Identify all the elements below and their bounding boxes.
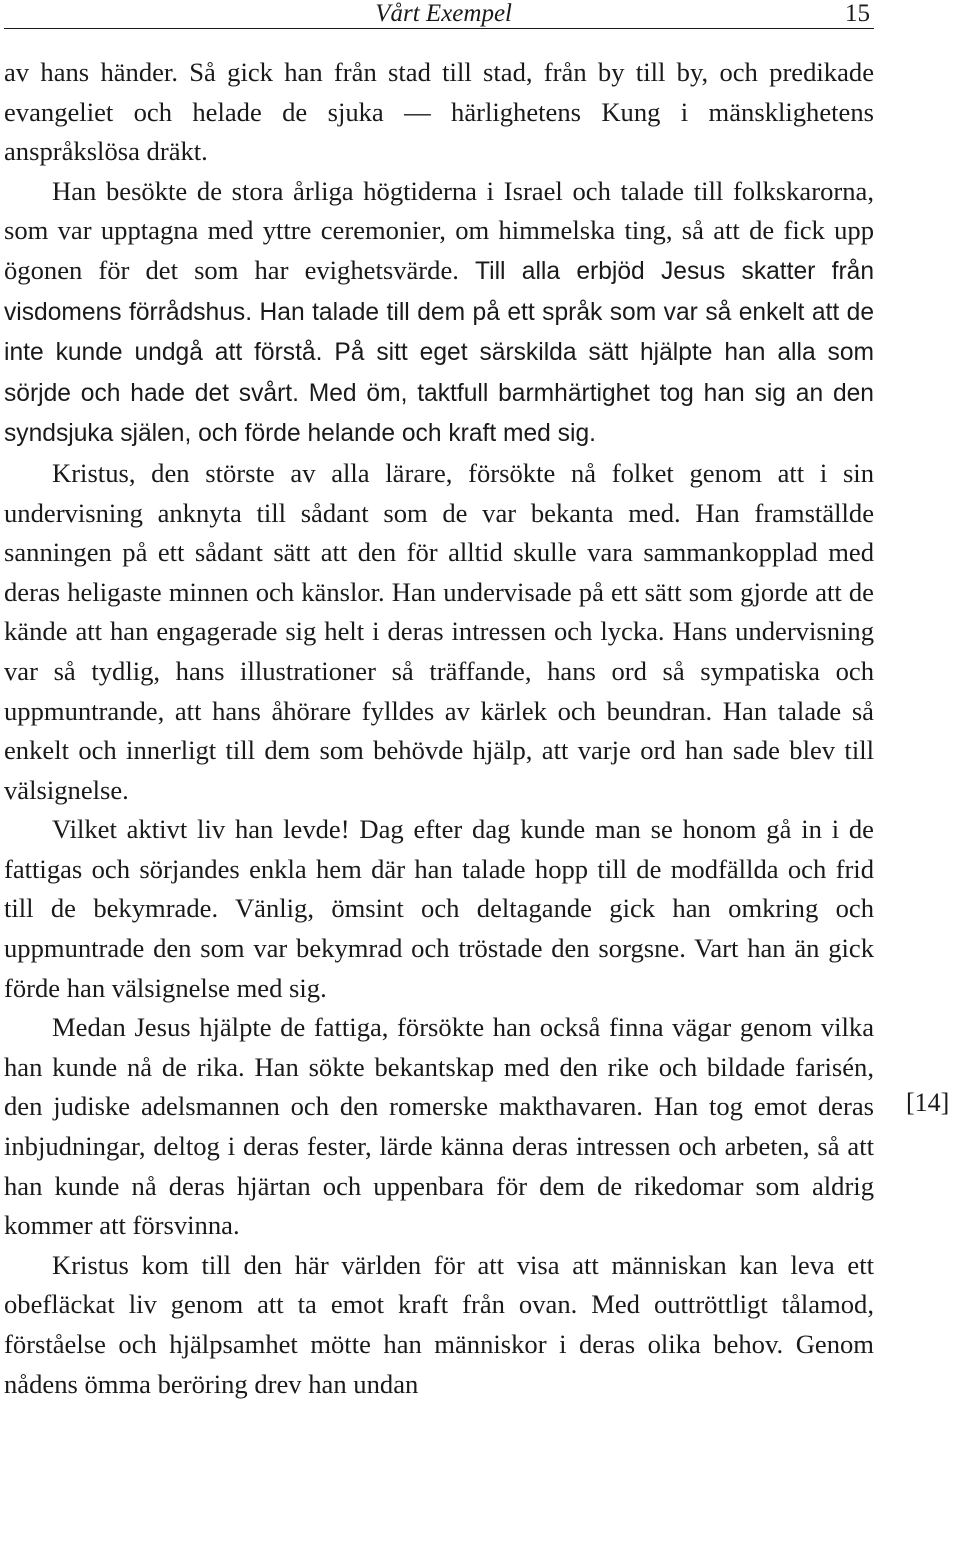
running-head — [4, 0, 874, 29]
text-run: av hans händer. Så gick han från stad till stad, från by till by, och predikade evangeliet och helade de sjuka — härlighetens Kung i mänsklighetens anspråkslösa dräkt. — [4, 57, 874, 167]
text-run-sans: Till alla erbjöd Jesus skatter från visdomens förrådshus. Han talade till dem på ett språk som var så enkelt att de inte kunde undgå att förstå. På sitt eget särskilda sätt hjälpte han alla som sörjde och hade det svårt. Med öm, taktfull barmhärtighet tog han sig an den syndsjuka själen, och förde helande och kraft med sig. — [4, 257, 874, 448]
paragraph-reaching-rich — [4, 1008, 874, 1246]
paragraph-greatest-teacher — [4, 454, 874, 810]
text-run: Vilket aktivt liv han levde! Dag efter dag kunde man se honom gå in i de fattigas och sörjandes enkla hem där han talade hopp till de modfällda och frid till de bekymrade. Vänlig, ömsint och deltagande gick han omkring och uppmuntrade den som var bekymrad och tröstade den sorgsne. Vart han än gick förde han välsignelse med sig. — [4, 814, 874, 1003]
body-text — [4, 53, 874, 1404]
paragraph-active-life — [4, 810, 874, 1008]
book-page — [4, 0, 874, 1404]
text-run: Medan Jesus hjälpte de fattiga, försökte han också finna vägar genom vilka han kunde nå de rika. Han sökte bekantskap med den rike och bildade farisén, den judiske adelsmannen och den romerske makthavaren. Han tog emot deras inbjudningar, deltog i deras fester, lärde känna deras intressen och arbeten, så att han kunde nå deras hjärtan och uppenbara för dem de rikedomar som aldrig kommer att försvinna. — [4, 1012, 874, 1241]
running-title: Vårt Exempel — [375, 0, 512, 27]
paragraph-continued — [4, 53, 874, 172]
margin-page-reference: [14] — [906, 1088, 950, 1117]
paragraph-spotless-life — [4, 1246, 874, 1404]
text-run: Kristus kom till den här världen för att visa att människan kan leva ett obefläckat liv genom att ta emot kraft från ovan. Med outtröttligt tålamod, förståelse och hjälpsamhet mötte han människor i deras olika behov. Genom nådens ömma beröring drev han undan — [4, 1249, 874, 1399]
paragraph-high-festivals — [4, 172, 874, 454]
text-run: Kristus, den störste av alla lärare, försökte nå folket genom att i sin undervisning anknyta till sådant som de var bekanta med. Han framställde sanningen på ett sådant sätt att den för alltid skulle vara sammankopplad med deras heligaste minnen och känslor. Han undervisade på ett sätt som gjorde att de kände att han engagerade sig helt i deras intressen och lycka. Hans undervisning var så tydlig, hans illustrationer så träffande, hans ord så sympatiska och uppmuntrande, att hans åhörare fylldes av kärlek och beundran. Han talade så enkelt och innerligt till dem som behövde hjälp, att varje ord han sade blev till välsignelse. — [4, 457, 874, 805]
text-run: Han besökte de stora årliga högtiderna i Israel och talade till folkskarorna, som var upptagna med yttre ceremonier, om himmelska ting, så att de fick upp ögonen för det som har evighetsvärde. — [4, 175, 874, 285]
page-number: 15 — [845, 0, 870, 27]
